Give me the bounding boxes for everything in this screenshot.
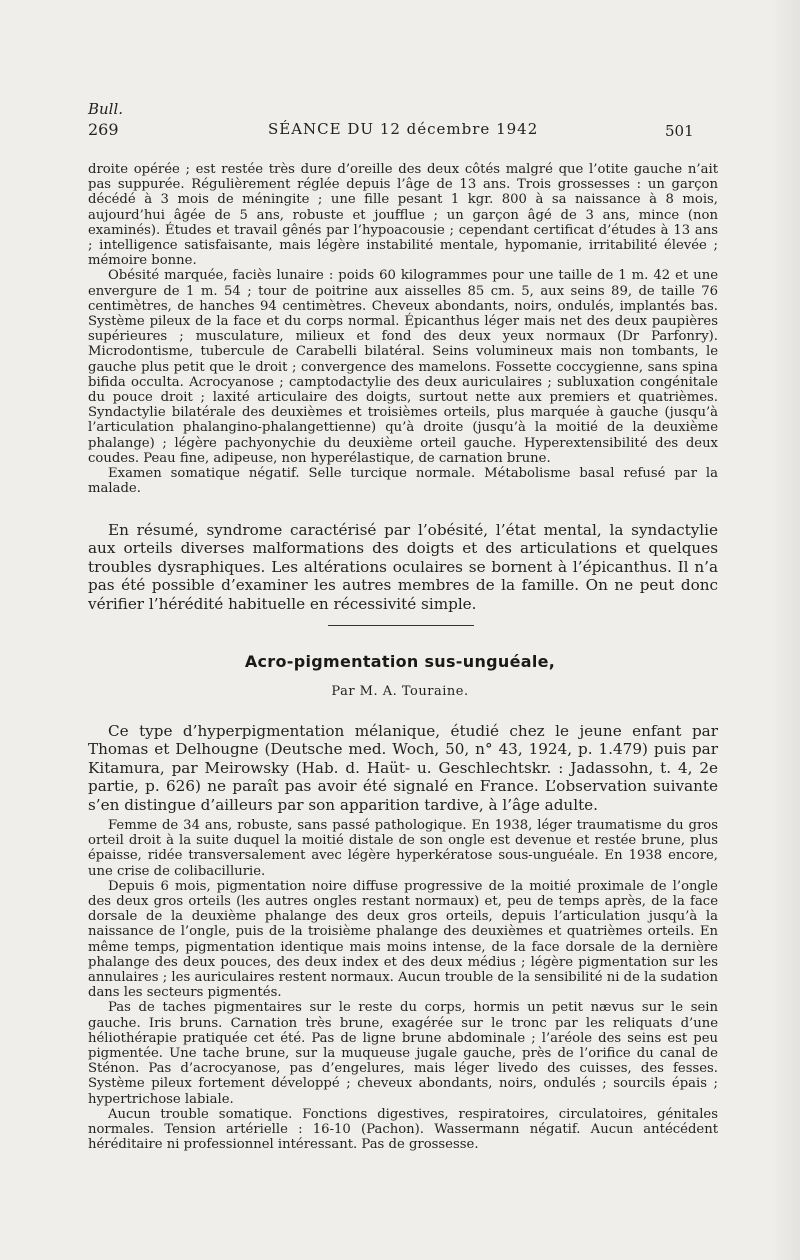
observation-paragraph: Aucun trouble somatique. Fonctions digestives, respiratoires, circulatoires, génitales normales. Tension artérielle : 16-10 (Pachon). Wassermann négatif. Aucun antécédent héréditaire ni professionnel intéressant. Pas de grossesse. [88,1106,718,1153]
intro-paragraph: Ce type d’hyperpigmentation mélanique, étudié chez le jeune enfant par Thomas et Delhougne (Deutsche med. Woch, 50, n° 43, 1924, p. 1.479) puis par Kitamura, par Meirowsky (Hab. d. Haüt- u. Geschlechtskr. : Jadassohn, t. 4, 2e partie, p. 626) ne paraît pas avoir été signalé en France. L’observation suivante s’en distingue d’ailleurs par son apparition tardive, à l’âge adulte. [88,722,718,814]
page-number: 501 [665,122,694,140]
first-case-body [88,162,718,496]
observation-paragraph: Femme de 34 ans, robuste, sans passé pathologique. En 1938, léger traumatisme du gros orteil droit à la suite duquel la moitié distale de son ongle est devenue et restée brune, plus épaisse, ridée transversalement avec légère hyperkératose sous-unguéale. En 1938 encore, une crise de colibacillurie. [88,818,718,879]
bulletin-abbrev: Bull. [88,100,124,118]
observation-paragraph: Pas de taches pigmentaires sur le reste du corps, hormis un petit nævus sur le sein gauche. Iris bruns. Carnation très brune, exagérée sur le tronc par les reliquats d’une héliothérapie pratiquée cet été. Pas de ligne brune abdominale ; l’aréole des seins est peu pigmentée. Une tache brune, sur la muqueuse jugale gauche, près de l’orifice du canal de Sténon. Pas d’acrocyanose, pas d’engelures, mais léger livedo des cuisses, des fesses. Système pileux fortement développé ; cheveux abondants, noirs, ondulés ; sourcils épais ; hypertrichose labiale. [88,1000,718,1107]
running-head: SÉANCE DU 12 décembre 1942 [268,120,539,138]
observation-paragraph: Depuis 6 mois, pigmentation noire diffuse progressive de la moitié proximale de l’ongle des deux gros orteils (les autres ongles restant normaux) et, peu de temps après, de la face dorsale de la deuxième phalange des deux gros orteils, depuis l’articulation jusqu’à la naissance de l’ongle, puis de la troisième phalange des deuxièmes et quatrièmes orteils. En même temps, pigmentation identique mais moins intense, de la face dorsale de la dernière phalange des deux pouces, des deux index et des deux médius ; légère pigmentation sur les annulaires ; les auriculaires restent normaux. Aucun trouble de la sensibilité ni de la sudation dans les secteurs pigmentés. [88,878,718,1001]
article-title: Acro-pigmentation sus-unguéale, [244,652,556,671]
case-paragraph: Obésité marquée, faciès lunaire : poids 60 kilogrammes pour une taille de 1 m. 42 et une envergure de 1 m. 54 ; tour de poitrine aux aisselles 85 cm. 5, aux seins 89, de taille 76 centimètres, de hanches 94 centimètres. Cheveux abondants, noirs, ondulés, implantés bas. Système pileux de la face et du corps normal. Épicanthus léger mais net des deux paupières supérieures ; musculature, milieux et fond des deux yeux normaux (Dr Parfonry). Microdontisme, tubercule de Carabelli bilatéral. Seins volumineux mais non tombants, le gauche plus petit que le droit ; convergence des mamelons. Fossette coccygienne, sans spina bifida occulta. Acrocyanose ; camptodactylie des deux auriculaires ; subluxation congénitale du pouce droit ; laxité articulaire des doigts, surtout nette aux premiers et quatrièmes. Syndactylie bilatérale des deuxièmes et troisièmes orteils, plus marquée à gauche (jusqu’à l’articulation phalangino-phalangettienne) qu’à droite (jusqu’à la moitié de la deuxième phalange) ; légère pachyonychie du deuxième orteil gauche. Hyperextensibilité des deux coudes. Peau fine, adipeuse, non hyperélastique, de carnation brune. [88,268,718,466]
case-paragraph: droite opérée ; est restée très dure d’oreille des deux côtés malgré que l’otite gauche n’ait pas suppurée. Régulièrement réglée depuis l’âge de 13 ans. Trois grossesses : un garçon décédé à 3 mois de méningite ; une fille pesant 1 kgr. 800 à sa naissance à 8 mois, aujourd’hui âgée de 5 ans, robuste et joufflue ; un garçon âgé de 3 ans, mince (non examinés). Études et travail gênés par l’hypoacousie ; cependant certificat d’études à 13 ans ; intelligence satisfaisante, mais légère instabilité mentale, hypomanie, irritabilité élevée ; mémoire bonne. [88,162,718,269]
case-paragraph: Examen somatique négatif. Selle turcique normale. Métabolisme basal refusé par la malade. [88,466,718,497]
article-intro [88,722,718,814]
page-edge-shadow [770,0,800,1260]
section-divider [328,625,474,626]
case-summary [88,521,718,613]
volume-number: 269 [88,120,119,139]
article-observation [88,818,718,1152]
summary-paragraph: En résumé, syndrome caractérisé par l’obésité, l’état mental, la syndactylie aux orteils diverses malformations des doigts et des articulations et quelques troubles dysraphiques. Les altérations oculaires se bornent à l’épicanthus. Il n’a pas été possible d’examiner les autres membres de la famille. On ne peut donc vérifier l’hérédité habituelle en récessivité simple. [88,521,718,613]
article-byline: Par M. A. Touraine. [331,684,469,699]
